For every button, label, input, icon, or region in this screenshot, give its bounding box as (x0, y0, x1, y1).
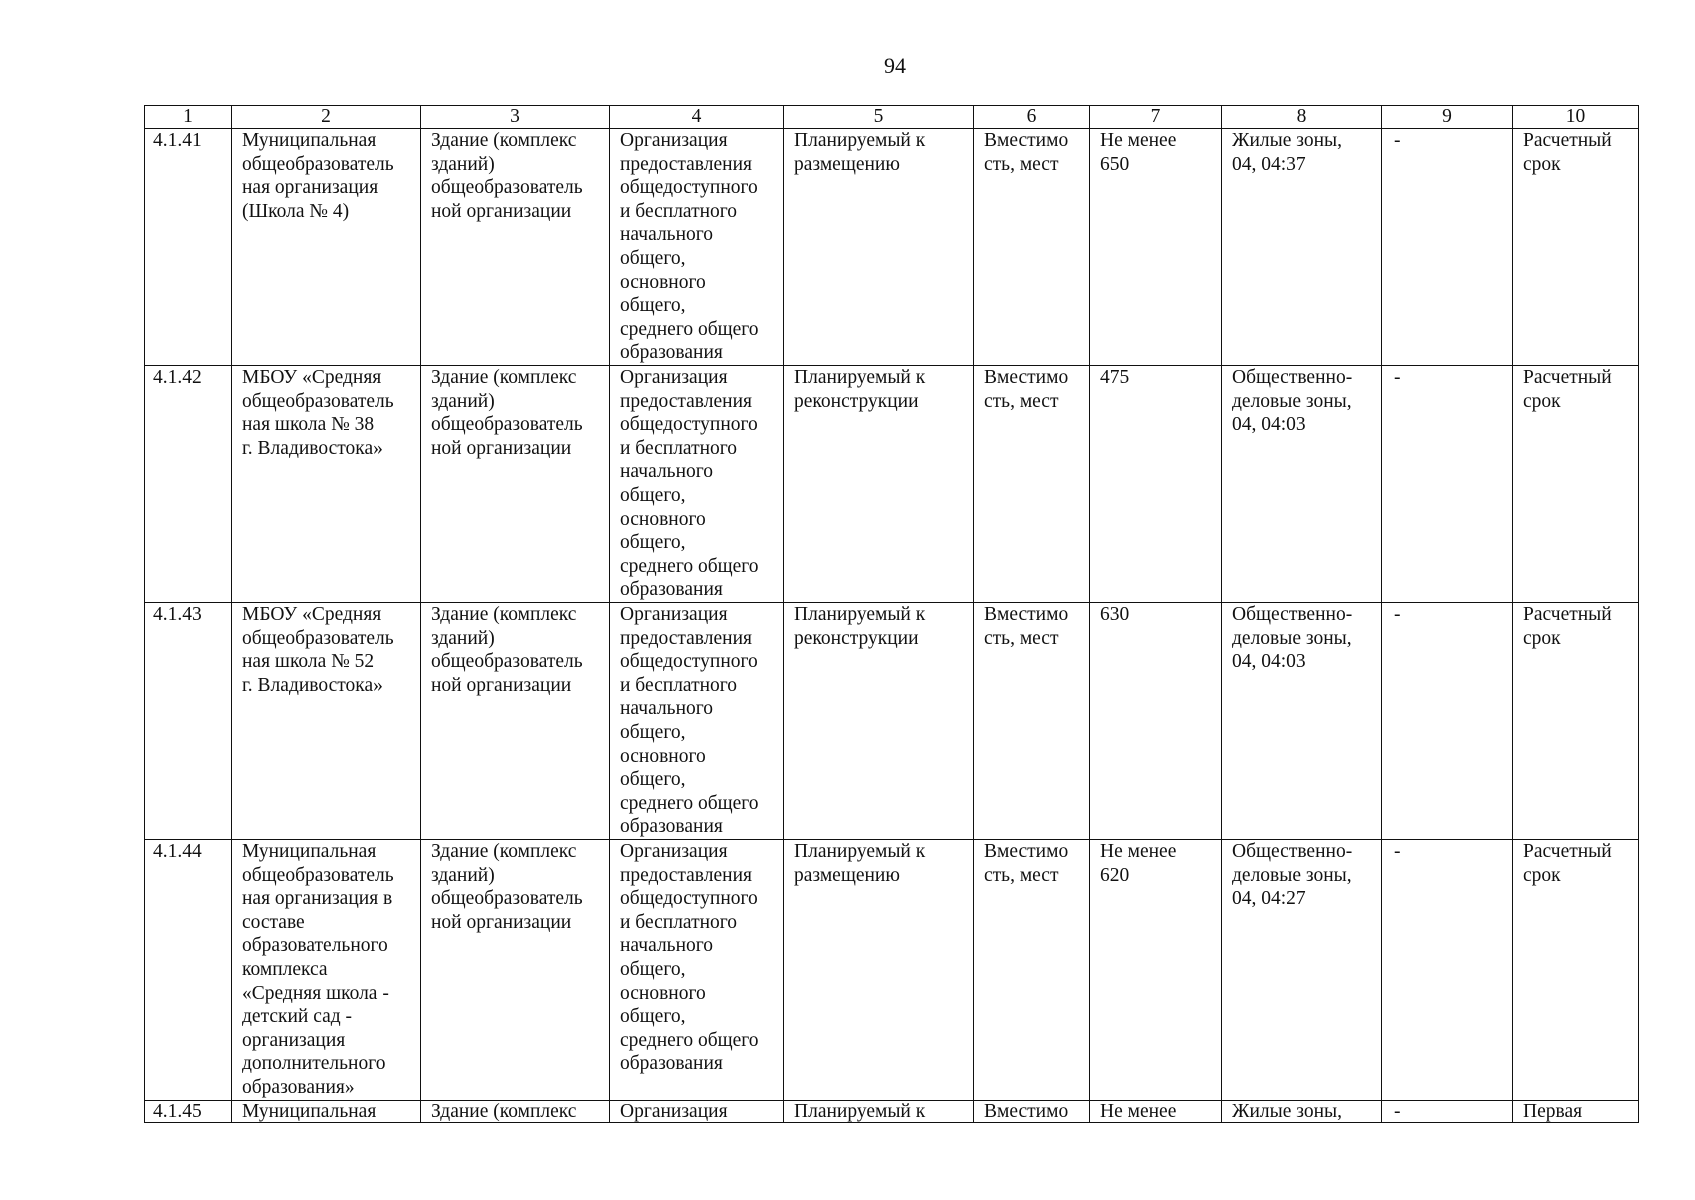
restriction-cell: - (1382, 603, 1513, 840)
row-number-cell: 4.1.44 (145, 840, 232, 1101)
status-cell: Планируемый к размещению (784, 840, 974, 1101)
object-name-cell: МБОУ «Средняя общеобразователь ная школа № 38 г. Владивостока» (232, 366, 421, 603)
column-header-2: 2 (232, 106, 421, 129)
table-row (145, 129, 1639, 366)
characteristic-cell: Вместимо сть, мест (974, 840, 1090, 1101)
value-cell: Не менее 650 (1090, 129, 1222, 366)
object-type-cell: Здание (комплекс зданий) общеобразователь ной организации (421, 366, 610, 603)
status-cell: Планируемый к размещению (784, 129, 974, 366)
header-row (145, 106, 1639, 129)
object-name-cell: Муниципальная (232, 1100, 421, 1122)
restriction-cell: - (1382, 366, 1513, 603)
value-cell: Не менее 620 (1090, 840, 1222, 1101)
term-cell: Расчетный срок (1513, 366, 1639, 603)
column-header-4: 4 (610, 106, 784, 129)
row-number-cell: 4.1.45 (145, 1100, 232, 1122)
table-row (145, 366, 1639, 603)
object-name-cell: Муниципальная общеобразователь ная организация (Школа № 4) (232, 129, 421, 366)
column-header-9: 9 (1382, 106, 1513, 129)
column-header-8: 8 (1222, 106, 1382, 129)
page-number: 94 (884, 53, 906, 78)
object-name-cell: Муниципальная общеобразователь ная организация в составе образовательного комплекса «Средняя школа - детский сад - организация дополнительного образования» (232, 840, 421, 1101)
zone-cell: Общественно- деловые зоны, 04, 04:03 (1222, 603, 1382, 840)
column-header-7: 7 (1090, 106, 1222, 129)
zone-cell: Общественно- деловые зоны, 04, 04:03 (1222, 366, 1382, 603)
term-cell: Первая (1513, 1100, 1639, 1122)
characteristic-cell: Вместимо (974, 1100, 1090, 1122)
status-cell: Планируемый к реконструкции (784, 366, 974, 603)
restriction-cell: - (1382, 1100, 1513, 1122)
table-row (145, 1100, 1639, 1122)
row-number-cell: 4.1.42 (145, 366, 232, 603)
zone-cell: Общественно- деловые зоны, 04, 04:27 (1222, 840, 1382, 1101)
status-cell: Планируемый к реконструкции (784, 603, 974, 840)
zone-cell: Жилые зоны, 04, 04:37 (1222, 129, 1382, 366)
purpose-cell: Организация предоставления общедоступного и бесплатного начального общего, основного общего, среднего общего образования (610, 366, 784, 603)
object-type-cell: Здание (комплекс зданий) общеобразователь ной организации (421, 603, 610, 840)
column-header-6: 6 (974, 106, 1090, 129)
column-header-5: 5 (784, 106, 974, 129)
row-number-cell: 4.1.41 (145, 129, 232, 366)
value-cell: Не менее (1090, 1100, 1222, 1122)
status-cell: Планируемый к (784, 1100, 974, 1122)
column-header-1: 1 (145, 106, 232, 129)
term-cell: Расчетный срок (1513, 603, 1639, 840)
column-header-10: 10 (1513, 106, 1639, 129)
purpose-cell: Организация предоставления общедоступного и бесплатного начального общего, основного общего, среднего общего образования (610, 603, 784, 840)
restriction-cell: - (1382, 129, 1513, 366)
table-row (145, 603, 1639, 840)
characteristic-cell: Вместимо сть, мест (974, 366, 1090, 603)
purpose-cell: Организация (610, 1100, 784, 1122)
object-type-cell: Здание (комплекс зданий) общеобразователь ной организации (421, 840, 610, 1101)
data-table (144, 105, 1639, 1123)
column-header-3: 3 (421, 106, 610, 129)
purpose-cell: Организация предоставления общедоступного и бесплатного начального общего, основного общего, среднего общего образования (610, 840, 784, 1101)
restriction-cell: - (1382, 840, 1513, 1101)
characteristic-cell: Вместимо сть, мест (974, 129, 1090, 366)
value-cell: 475 (1090, 366, 1222, 603)
table-row (145, 840, 1639, 1101)
characteristic-cell: Вместимо сть, мест (974, 603, 1090, 840)
term-cell: Расчетный срок (1513, 840, 1639, 1101)
object-name-cell: МБОУ «Средняя общеобразователь ная школа № 52 г. Владивостока» (232, 603, 421, 840)
row-number-cell: 4.1.43 (145, 603, 232, 840)
zone-cell: Жилые зоны, (1222, 1100, 1382, 1122)
object-type-cell: Здание (комплекс зданий) общеобразователь ной организации (421, 129, 610, 366)
purpose-cell: Организация предоставления общедоступного и бесплатного начального общего, основного общего, среднего общего образования (610, 129, 784, 366)
term-cell: Расчетный срок (1513, 129, 1639, 366)
value-cell: 630 (1090, 603, 1222, 840)
object-type-cell: Здание (комплекс (421, 1100, 610, 1122)
